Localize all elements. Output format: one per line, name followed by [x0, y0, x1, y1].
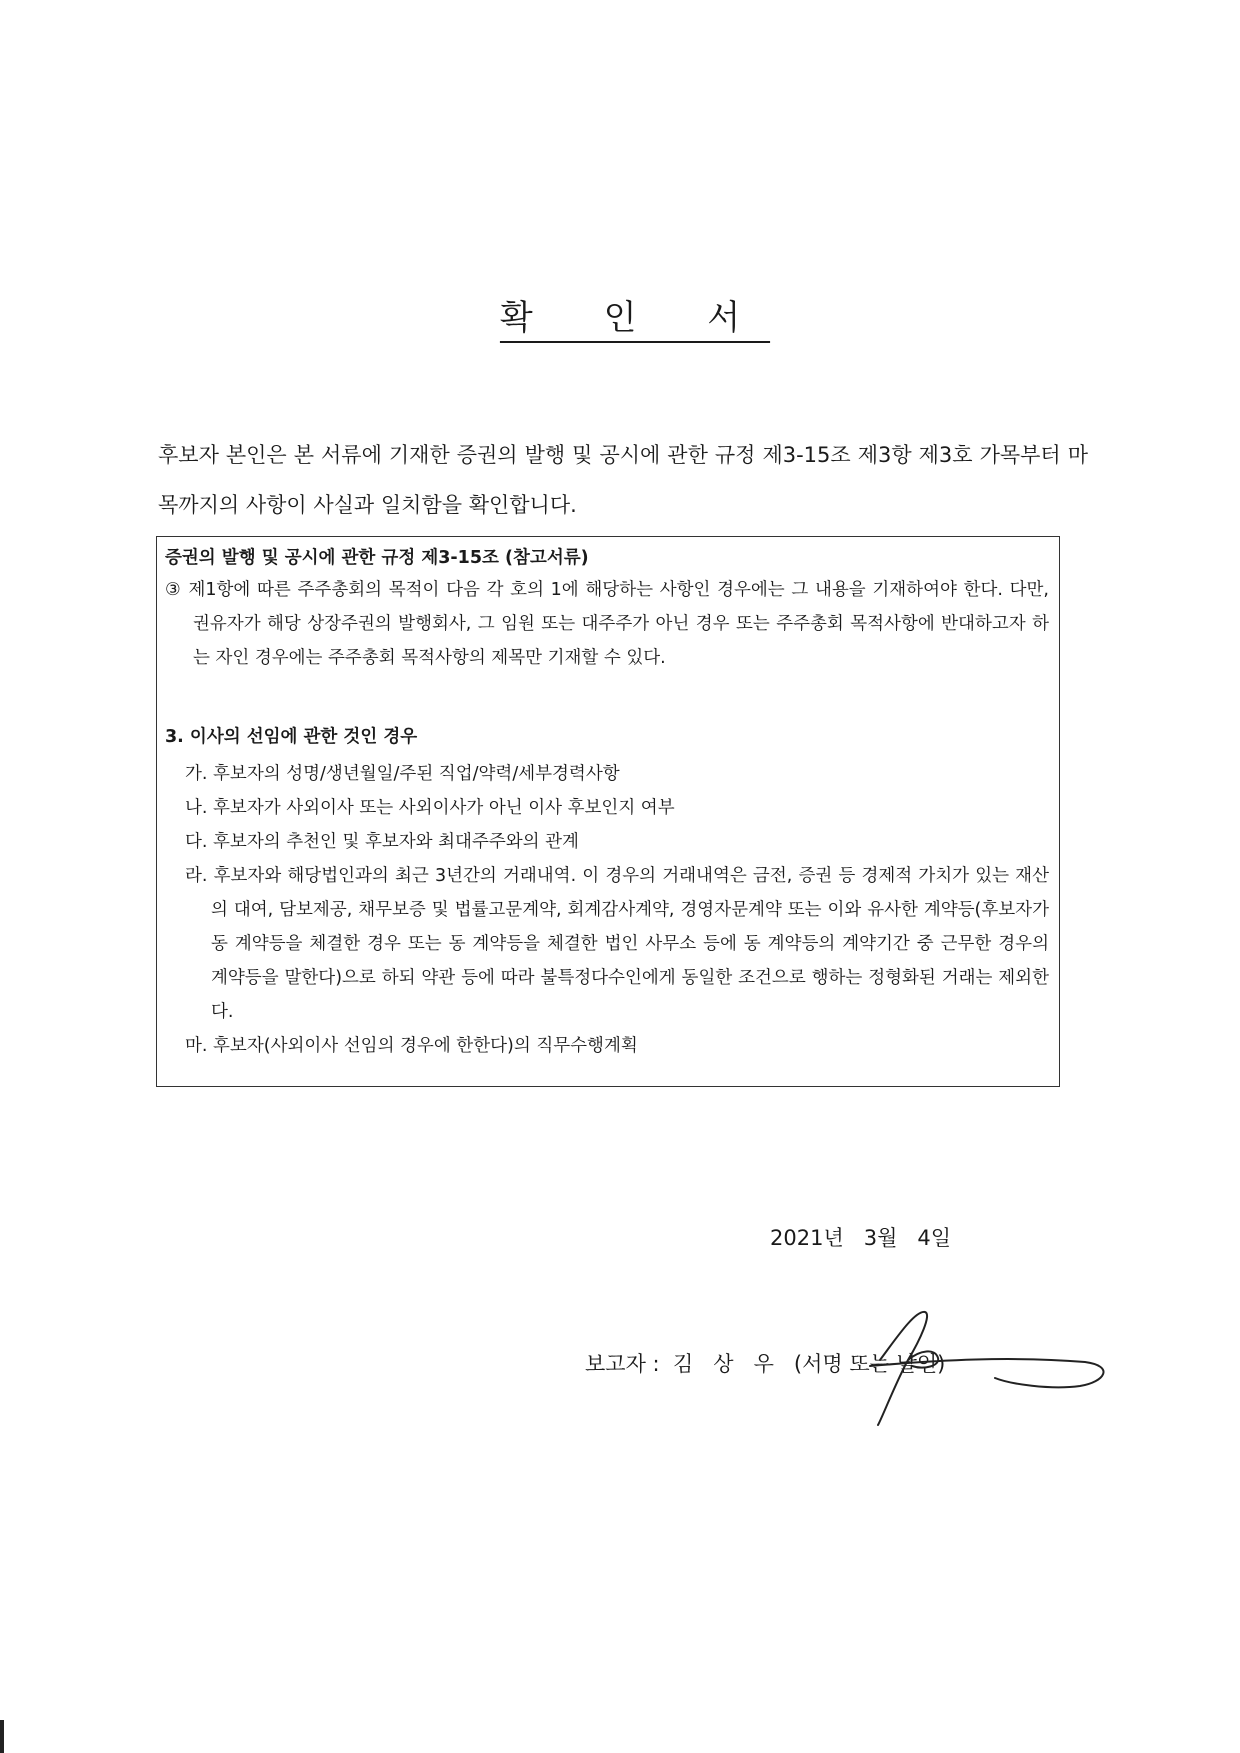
document-title: 확 인 서: [499, 298, 771, 338]
signer-line: 보고자 : 김 상 우 (서명 또는 날인): [585, 1352, 946, 1376]
reference-box: [156, 536, 1060, 1087]
list-item: 라. 후보자와 해당법인과의 최근 3년간의 거래내역. 이 경우의 거래내역은 금전, 증권 등 경제적 가치가 있는 재산의 대여, 담보제공, 채무보증 및 법률고문계약, 회계감사계약, 경영자문계약 또는 이와 유사한 계약등(후보자가 동 계약등을 체결한 경우 또는 동 계약등을 체결한 법인 사무소 등에 동 계약등의 계약기간 중 근무한 경우의 계약등을 말한다)으로 하되 약관 등에 따라 불특정다수인에게 동일한 조건으로 행하는 정형화된 거래는 제외한다.: [185, 866, 1049, 1022]
handwritten-signature: [820, 1300, 1120, 1430]
section-title: 3. 이사의 선임에 관한 것인 경우: [165, 727, 418, 747]
scan-edge-mark: [0, 1720, 4, 1753]
list-item: 나. 후보자가 사외이사 또는 사외이사가 아닌 이사 후보인지 여부: [185, 798, 675, 818]
document-date: 2021년 3월 4일: [770, 1226, 952, 1250]
list-item: 다. 후보자의 추천인 및 후보자와 최대주주와의 관계: [185, 832, 579, 852]
intro-paragraph: 후보자 본인은 본 서류에 기재한 증권의 발행 및 공시에 관한 규정 제3-15조 제3항 제3호 가목부터 마목까지의 사항이 사실과 일치함을 확인합니다.: [158, 443, 1088, 517]
list-item: 가. 후보자의 성명/생년월일/주된 직업/약력/세부경력사항: [185, 764, 620, 784]
list-item: 마. 후보자(사외이사 선임의 경우에 한한다)의 직무수행계획: [185, 1036, 638, 1056]
paragraph-3: ③ 제1항에 따른 주주총회의 목적이 다음 각 호의 1에 해당하는 사항인 경우에는 그 내용을 기재하여야 한다. 다만, 권유자가 해당 상장주권의 발행회사, 그 임원 또는 대주주가 아닌 경우 또는 주주총회 목적사항에 반대하고자 하는 자인 경우에는 주주총회 목적사항의 제목만 기재할 수 있다.: [165, 580, 1049, 668]
box-title: 증권의 발행 및 공시에 관한 규정 제3-15조 (참고서류): [165, 548, 589, 568]
